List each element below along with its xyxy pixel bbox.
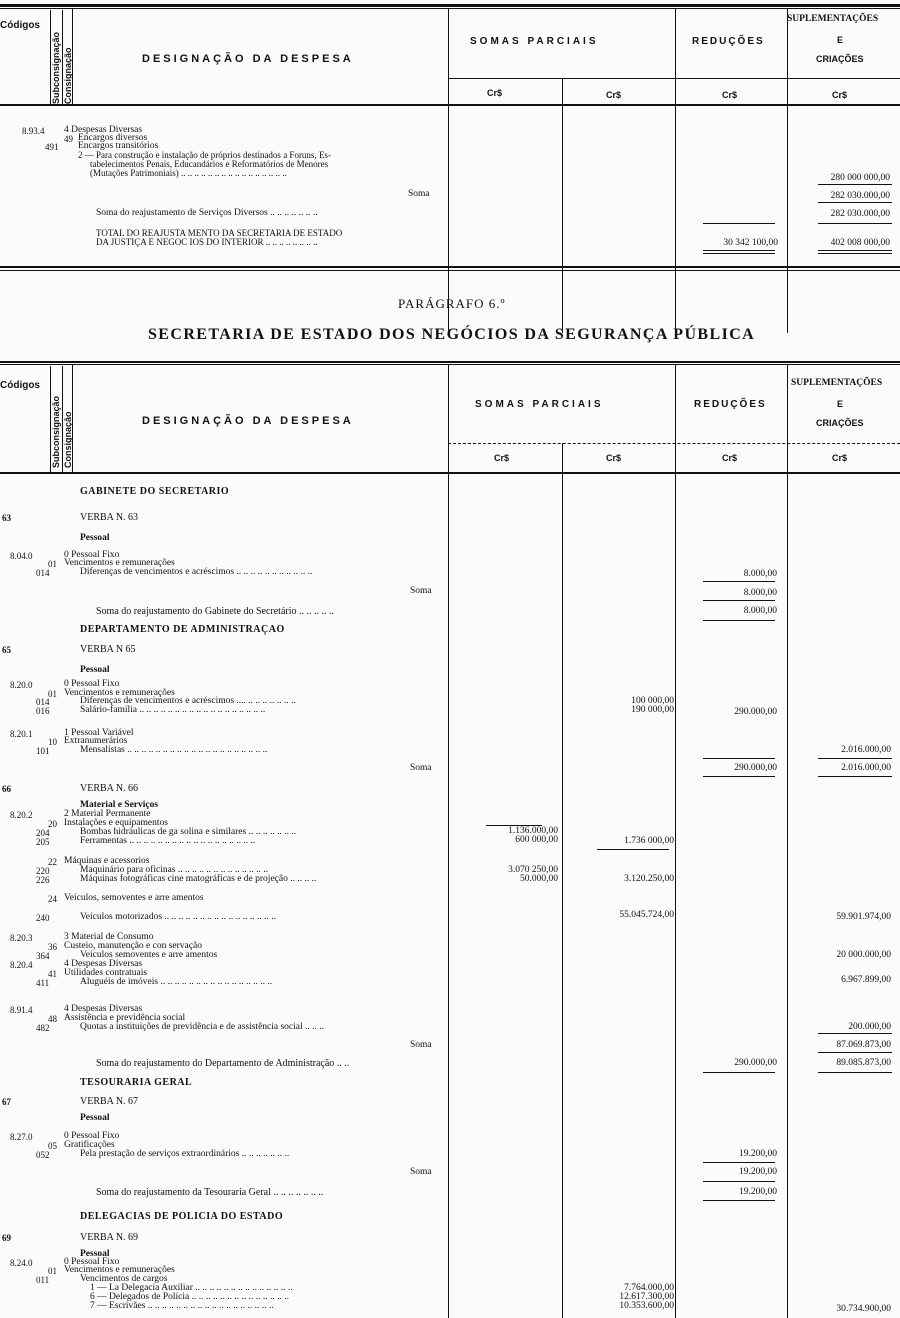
row-text: Mensalistas .. .. .. .. .. .. .. .. .. .. .. .. .. .. .. .. .. .. .. .. [80,745,268,755]
row-text: 4 Despesas Diversas [64,125,143,135]
row-text: Vencimentos de cargos [80,1274,168,1284]
subconsignacao-label-2: Subconsignação [51,395,61,468]
amount-s2: 3.120.250,00 [624,874,674,884]
row-text: 0 Pessoal Fixo [64,679,120,689]
secretaria-title: SECRETARIA DE ESTADO DOS NEGÓCIOS DA SEGURANÇA PÚBLICA [148,326,756,343]
sup-total: 402 008 000,00 [830,238,890,248]
row-text: 1 Pessoal Variável [64,728,134,738]
row-code: 01 [48,689,57,699]
soma-label: Soma [410,1040,432,1050]
crs-col4: Cr$ [832,90,848,100]
row-text: 0 Pessoal Fixo [64,1131,120,1141]
amount-s2: 100 000,00 [631,696,674,706]
row-text: 1 — La Delegacia Auxiliar .. .. .. .. .. .. .. .. .. .. .. .. .. .. [90,1283,293,1293]
row-text: 0 Pessoal Fixo [64,1257,120,1267]
amount-sup: 30.734.900,00 [836,1304,891,1314]
row-text: Vencimentos e remunerações [64,688,175,698]
reducoes-header-2: REDUÇÕES [694,399,767,410]
row-text: Máquinas fotográficas cine matográficas e de projeção .. .. .. .. [80,874,317,884]
row-text: Aluguéis de imóveis .. .. .. .. .. .. .. .. .. .. .. .. .. .. .. .. [80,977,273,987]
row-text: 0 Pessoal Fixo [64,550,120,560]
row-code: 24 [48,894,57,904]
verba-label: VERBA N. 63 [80,512,139,523]
row-text: Diferenças de vencimentos e acréscimos .... .. .. .. .. .. .. .. [80,696,296,706]
row-code: 01 [48,559,57,569]
row-text: Soma do reajustamento de Serviços Diversos .. .. .. .. .. .. .. [96,208,318,218]
total-line1: TOTAL DO REAJUSTA MENTO DA SECRETARIA DE ESTADO [96,228,343,238]
row-text: Extranumerários [64,736,128,746]
subconsignacao-label: Subconsignação [51,31,61,104]
row-text: Gratificações [64,1140,115,1150]
row-text: 4 Despesas Diversas [64,1004,143,1014]
row-text: Encargos diversos [78,133,148,143]
amount-red: 290.000,00 [734,763,777,773]
amount-s1: 1.136.000,00 [508,826,558,836]
amount-s1: 600 000,00 [515,835,558,845]
row-text: Utilidades contratuais [64,968,148,978]
group-label: Pessoal [80,533,110,543]
row-code: 63 [2,513,11,523]
row-code: 8.27.0 [10,1132,33,1142]
amount-red: 8.000,00 [743,588,777,598]
e-header: E [837,35,845,45]
row-text: Maquinário para oficinas .. .. .. .. .. .. .. .. .. .. .. .. .. [80,865,269,875]
row-code: 8.20.3 [10,933,33,943]
soma-label: Soma [410,586,432,596]
criacoes-header-2: CRIAÇÕES [816,418,864,428]
row-text: Veículos motorizados .. .. .. .. .. .. .. .. .. .. .. .. .. .. .. .. [80,912,277,922]
crs-col2: Cr$ [606,90,622,100]
row-text: Encargos transitórios [78,141,159,151]
soma-reajustamento: Soma do reajustamento da Tesouraria Geral .. .. .. .. .. .. .. [96,1187,324,1198]
soma-reajustamento: Soma do reajustamento do Departamento de Administração .. .. [96,1058,350,1069]
amount-s1: 50.000,00 [520,874,558,884]
amount-sup: 87.069.873,00 [836,1040,891,1050]
group-label: Pessoal [80,1113,110,1123]
row-text: Vencimentos e remunerações [64,1265,175,1275]
sup-value: 282 030.000,00 [830,191,890,201]
row-code: 8.20.0 [10,680,33,690]
row-code: 65 [2,645,11,655]
somas-parciais-header-2: SOMAS PARCIAIS [475,399,604,410]
row-code: 49 [64,134,73,144]
amount-s2: 1.736 000,00 [624,836,674,846]
section-heading: TESOURARIA GERAL [80,1077,193,1088]
crs-col3: Cr$ [722,90,738,100]
row-code: 016 [36,706,50,716]
sup-value: 280 000 000,00 [830,173,890,183]
section-heading: DELEGACIAS DE POLICIA DO ESTADO [80,1211,284,1222]
row-text: 2 — Para construção e instalação de próprios destinados a Foruns, Es- [78,150,331,160]
amount-s2: 12.617.300,00 [619,1292,674,1302]
codigos-label-2: Códigos [0,380,40,391]
e-header-2: E [837,399,845,409]
amount-red: 19.200,00 [739,1187,777,1197]
amount-red: 8.000,00 [743,606,777,616]
amount-sup: 89.085.873,00 [836,1058,891,1068]
consignacao-label-2: Consignação [63,411,73,468]
row-code: 8.91.4 [10,1005,33,1015]
row-text: 3 Material de Consumo [64,932,154,942]
crs-col2-2: Cr$ [606,453,622,463]
somas-parciais-header: SOMAS PARCIAIS [470,36,599,47]
crs-col1: Cr$ [487,88,503,98]
row-text: Salário-família .. .. .. .. .. .. .. .. .. .. .. .. .. .. .. .. .. .. [80,705,266,715]
amount-sup: 200.000,00 [848,1022,891,1032]
row-code: 10 [48,737,57,747]
amount-red: 290.000,00 [734,1058,777,1068]
amount-sup: 6.967.899,00 [841,975,891,985]
suplementacoes-header-2: SUPLEMENTAÇÕES [791,378,883,388]
row-text: Assistência e previdência social [64,1013,186,1023]
amount-sup: 20 000.000,00 [836,950,891,960]
consignacao-label: Consignação [63,47,73,104]
amount-red: 19.200,00 [739,1149,777,1159]
group-label: Material e Serviços [80,800,159,810]
row-code: 014 [36,697,50,707]
verba-label: VERBA N. 67 [80,1096,139,1107]
codigos-label: Códigos [0,20,40,31]
row-text: Veículos semoventes e arre amentos [80,950,218,960]
row-code: 411 [36,978,50,988]
row-code: 204 [36,828,50,838]
amount-sup: 2.016.000,00 [841,745,891,755]
verba-label: VERBA N. 66 [80,783,139,794]
row-text: 6 — Delegados de Polícia .. .. .. .. .. .. .. .. .. .. .. .. .. .. [90,1292,289,1302]
row-code: 226 [36,875,50,885]
row-code: 05 [48,1141,57,1151]
row-code: 205 [36,837,50,847]
row-text: 2 Material Permanente [64,809,151,819]
section-heading: DEPARTAMENTO DE ADMINISTRAÇAO [80,624,285,635]
group-label: Pessoal [80,665,110,675]
row-code: 41 [48,969,57,979]
total-line2: DA JUSTIÇA E NEGOC IOS DO INTERIOR .. .. .. .. .. .. .. .. [96,237,318,247]
crs-col1-2: Cr$ [494,453,510,463]
row-code: 101 [36,746,50,756]
row-text: Bombas hidráulicas de ga solina e similares .. .. .. .. .. .. .. [80,827,297,837]
row-code: 8.24.0 [10,1258,33,1268]
amount-s1: 3.070 250,00 [508,865,558,875]
row-text: Veículos, semoventes e arre amentos [64,893,204,903]
amount-sup: 59.901.974,00 [836,912,891,922]
paragrafo-title: PARÁGRAFO 6.º [398,296,506,311]
row-code: 66 [2,784,11,794]
row-text: Vencimentos e remunerações [64,558,175,568]
row-code: 491 [45,142,59,152]
amount-s2: 10.353.600,00 [619,1301,674,1311]
row-code: 011 [36,1275,50,1285]
group-label: Pessoal [80,1249,110,1259]
amount-red: 8.000,00 [743,569,777,579]
row-code: 8.20.2 [10,810,33,820]
row-code: 052 [36,1150,50,1160]
row-code: 014 [36,568,50,578]
row-text: Pela prestação de serviços extraordinários .. .. .. .. .. .. .. [80,1149,290,1159]
soma-label: Soma [410,763,432,773]
soma-label: Soma [410,1167,432,1177]
amount-sup: 2.016.000,00 [841,763,891,773]
row-code: 20 [48,819,57,829]
row-code: 67 [2,1097,11,1107]
criacoes-header: CRIAÇÕES [816,54,864,64]
reducoes-header: REDUÇÕES [692,36,765,47]
verba-label: VERBA N 65 [80,644,136,655]
row-text: Instalações e equipamentos [64,818,168,828]
row-code: 22 [48,857,57,867]
verba-label: VERBA N. 69 [80,1232,139,1243]
crs-col3-2: Cr$ [722,453,738,463]
row-code: 01 [48,1266,57,1276]
row-code: 8.20.4 [10,960,33,970]
row-text: Custeio, manutenção e con servação [64,941,202,951]
amount-s2: 55.045.724,00 [619,910,674,920]
soma-reajustamento: Soma do reajustamento do Gabinete do Secretário .. .. .. .. .. [96,606,334,617]
row-code: 364 [36,951,50,961]
row-text: Ferramentas .. .. .. .. .. .. .. .. .. .. .. .. .. .. .. .. .. .. [80,836,256,846]
row-code: 8.93.4 [22,126,45,136]
row-text: 4 Despesas Diversas [64,959,143,969]
row-code: 240 [36,913,50,923]
sup-value: 282 030.000,00 [830,209,890,219]
row-code: 48 [48,1014,57,1024]
row-text: (Mutações Patrimoniais) .. .. .. .. .. .. .. .. .. .. .. .. .. .. .. .. [90,168,287,178]
row-code: 8.04.0 [10,551,33,561]
section-heading: GABINETE DO SECRETARIO [80,486,230,497]
row-code: 8.20.1 [10,729,33,739]
suplementacoes-header: SUPLEMENTAÇÕES [787,14,879,24]
row-text: Máquinas e acessorios [64,856,150,866]
amount-s2: 190 000,00 [631,705,674,715]
row-text: Diferenças de vencimentos e acréscimos .. .. .. .. .. .. .. .. .. .. .. [80,567,313,577]
amount-red: 19.200,00 [739,1167,777,1177]
row-text: 7 — Escrivães .. .. .. .. .. .. .. .. .. .. .. .. .. .. .. .. .. .. [90,1301,274,1311]
designacao-header-2: DESIGNAÇÃO DA DESPESA [142,415,354,427]
row-text: tabelecimentos Penais, Educandários e Reformatórios de Menores [90,159,329,169]
row-code: 220 [36,866,50,876]
row-code: 482 [36,1023,50,1033]
amount-red: 290.000,00 [734,707,777,717]
designacao-header: DESIGNAÇÃO DA DESPESA [142,53,354,65]
row-code: 69 [2,1233,11,1243]
soma-label: Soma [408,189,430,199]
crs-col4-2: Cr$ [832,453,848,463]
red-total: 30 342 100,00 [723,238,778,248]
row-text: Quotas a instituições de previdência e de assistência social .. .. .. [80,1022,325,1032]
amount-s2: 7.764.000,00 [624,1283,674,1293]
row-code: 36 [48,942,57,952]
